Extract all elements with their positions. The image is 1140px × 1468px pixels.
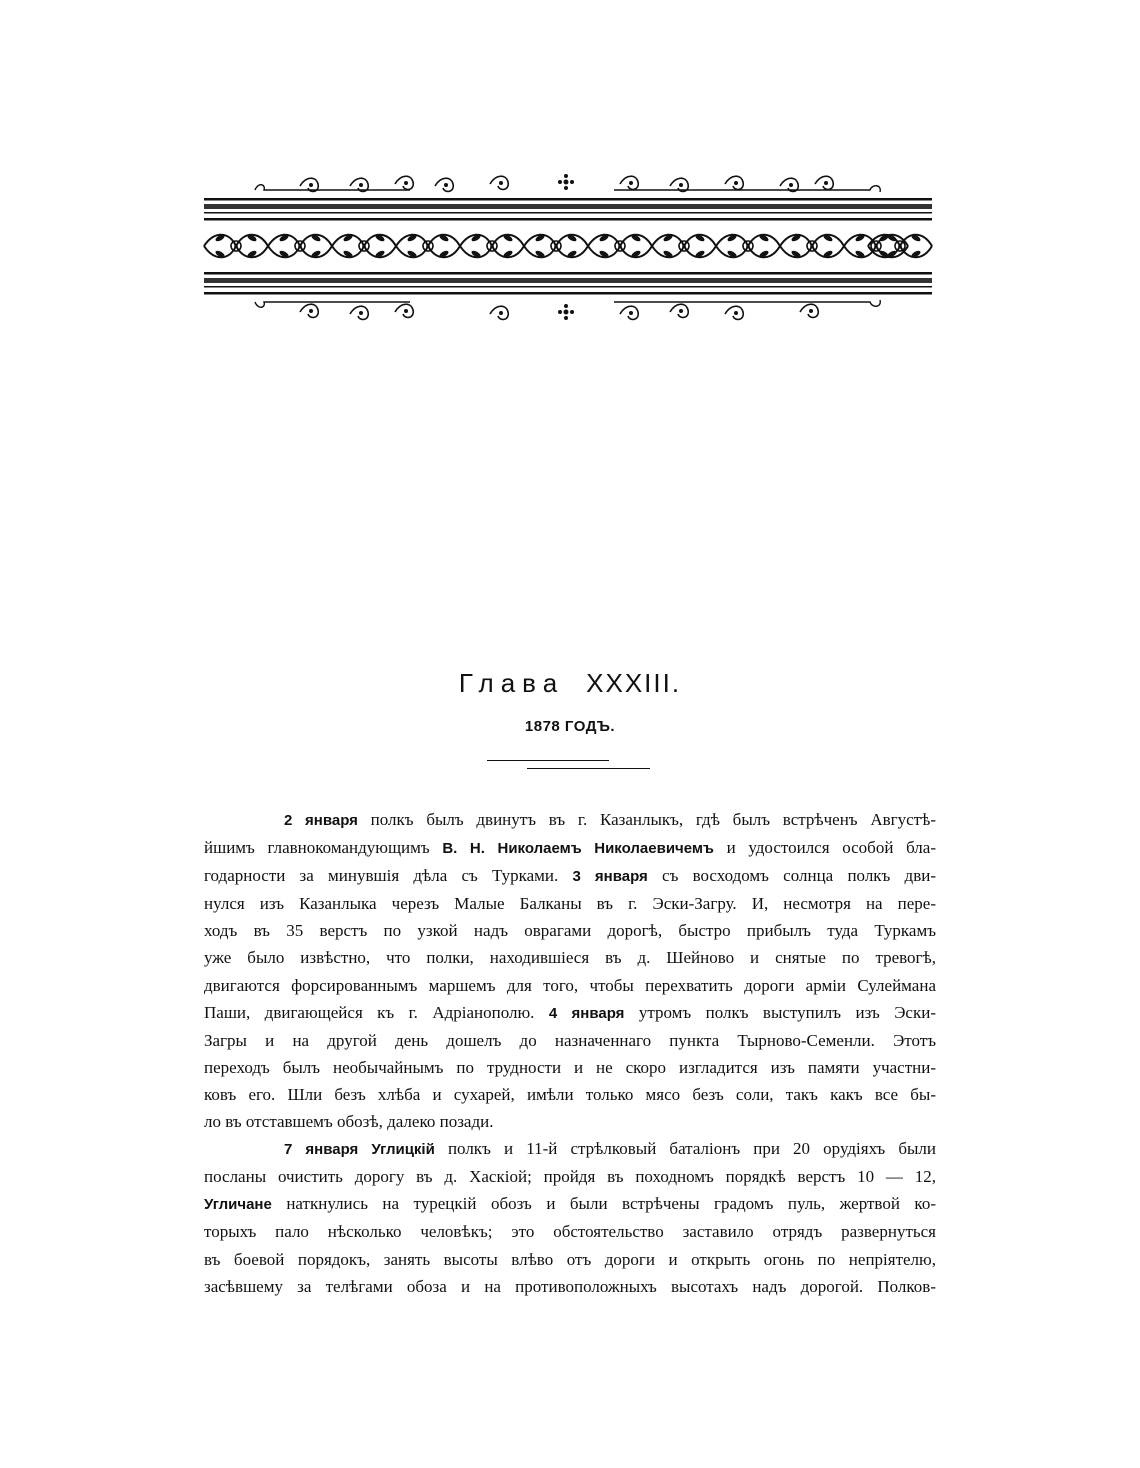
divider-top bbox=[487, 760, 609, 761]
divider-bottom bbox=[527, 768, 650, 769]
text-line: переходъ былъ необычайнымъ по трудности и не скоро изгладится изъ памяти участни- bbox=[204, 1057, 936, 1077]
chapter-title bbox=[0, 668, 1140, 699]
text-line: Угличане наткнулись на турецкій обозъ и были встрѣчены градомъ пуль, жертвой ко- bbox=[204, 1194, 936, 1214]
text-line: 7 января Углицкій полкъ и 11-й стрѣлковый баталіонъ при 20 орудіяхъ были bbox=[284, 1139, 936, 1159]
paragraph-2 bbox=[204, 1135, 936, 1300]
date-emphasis: 3 января bbox=[572, 868, 648, 886]
date-emphasis: 2 января bbox=[284, 812, 358, 829]
chapter-number: XXXIII. bbox=[586, 668, 682, 698]
text-line: Загры и на другой день дошелъ до назначеннаго пункта Тырново-Семенли. Этотъ bbox=[204, 1030, 936, 1050]
text-line: ковъ его. Шли безъ хлѣба и сухарей, имѣли только мясо безъ соли, такъ какъ все бы- bbox=[204, 1084, 936, 1104]
text-line: въ боевой порядокъ, занять высоты влѣво отъ дороги и открыть огонь по непріятелю, bbox=[204, 1249, 936, 1269]
chapter-word: Глава bbox=[458, 668, 565, 698]
name-emphasis: В. Н. Николаемъ Николаевичемъ bbox=[442, 840, 714, 858]
text-line: ло въ отставшемъ обозѣ, далеко позади. bbox=[204, 1112, 494, 1132]
text-line: посланы очистить дорогу въ д. Хаскіой; пройдя въ походномъ порядкѣ верстъ 10 — 12, bbox=[204, 1167, 936, 1187]
chapter-year: 1878 ГОДЪ. bbox=[524, 718, 616, 735]
name-emphasis: Угличане bbox=[204, 1196, 272, 1214]
text-line: уже было извѣстно, что полки, находившіеся въ д. Шейново и снятые по тревогѣ, bbox=[204, 948, 936, 968]
text-line: ходъ въ 35 верстъ по узкой надъ оврагами дорогѣ, быстро прибылъ туда Туркамъ bbox=[204, 921, 936, 941]
text-line: 2 января полкъ былъ двинутъ въ г. Казанлыкъ, гдѣ былъ встрѣченъ Августѣ- bbox=[284, 810, 936, 829]
text-line: торыхъ пало нѣсколько человѣкъ; это обстоятельство заставило отрядъ развернуться bbox=[204, 1222, 936, 1242]
text-line: нулся изъ Казанлыка черезъ Малые Балканы въ г. Эски-Загру. И, несмотря на пере- bbox=[204, 894, 936, 914]
paragraph-1 bbox=[204, 806, 936, 1135]
body-text bbox=[204, 806, 936, 1300]
text-line: засѣвшему за телѣгами обоза и на противоположныхъ высотахъ надъ дорогой. Полков- bbox=[204, 1276, 936, 1296]
text-line: годарности за минувшія дѣла съ Турками. 3 января съ восходомъ солнца полкъ дви- bbox=[204, 866, 936, 886]
date-emphasis: 7 января Углицкій bbox=[284, 1141, 435, 1159]
text-line: йшимъ главнокомандующимъ В. Н. Николаемъ Николаевичемъ и удостоился особой бла- bbox=[204, 838, 936, 858]
text-line: двигаются форсированнымъ маршемъ для того, чтобы перехватить дороги арміи Сулеймана bbox=[204, 975, 936, 995]
text-line: Паши, двигающейся къ г. Адріанополю. 4 января утромъ полкъ выступилъ изъ Эски- bbox=[204, 1002, 936, 1022]
header-ornament bbox=[200, 168, 936, 328]
date-emphasis: 4 января bbox=[548, 1004, 625, 1022]
